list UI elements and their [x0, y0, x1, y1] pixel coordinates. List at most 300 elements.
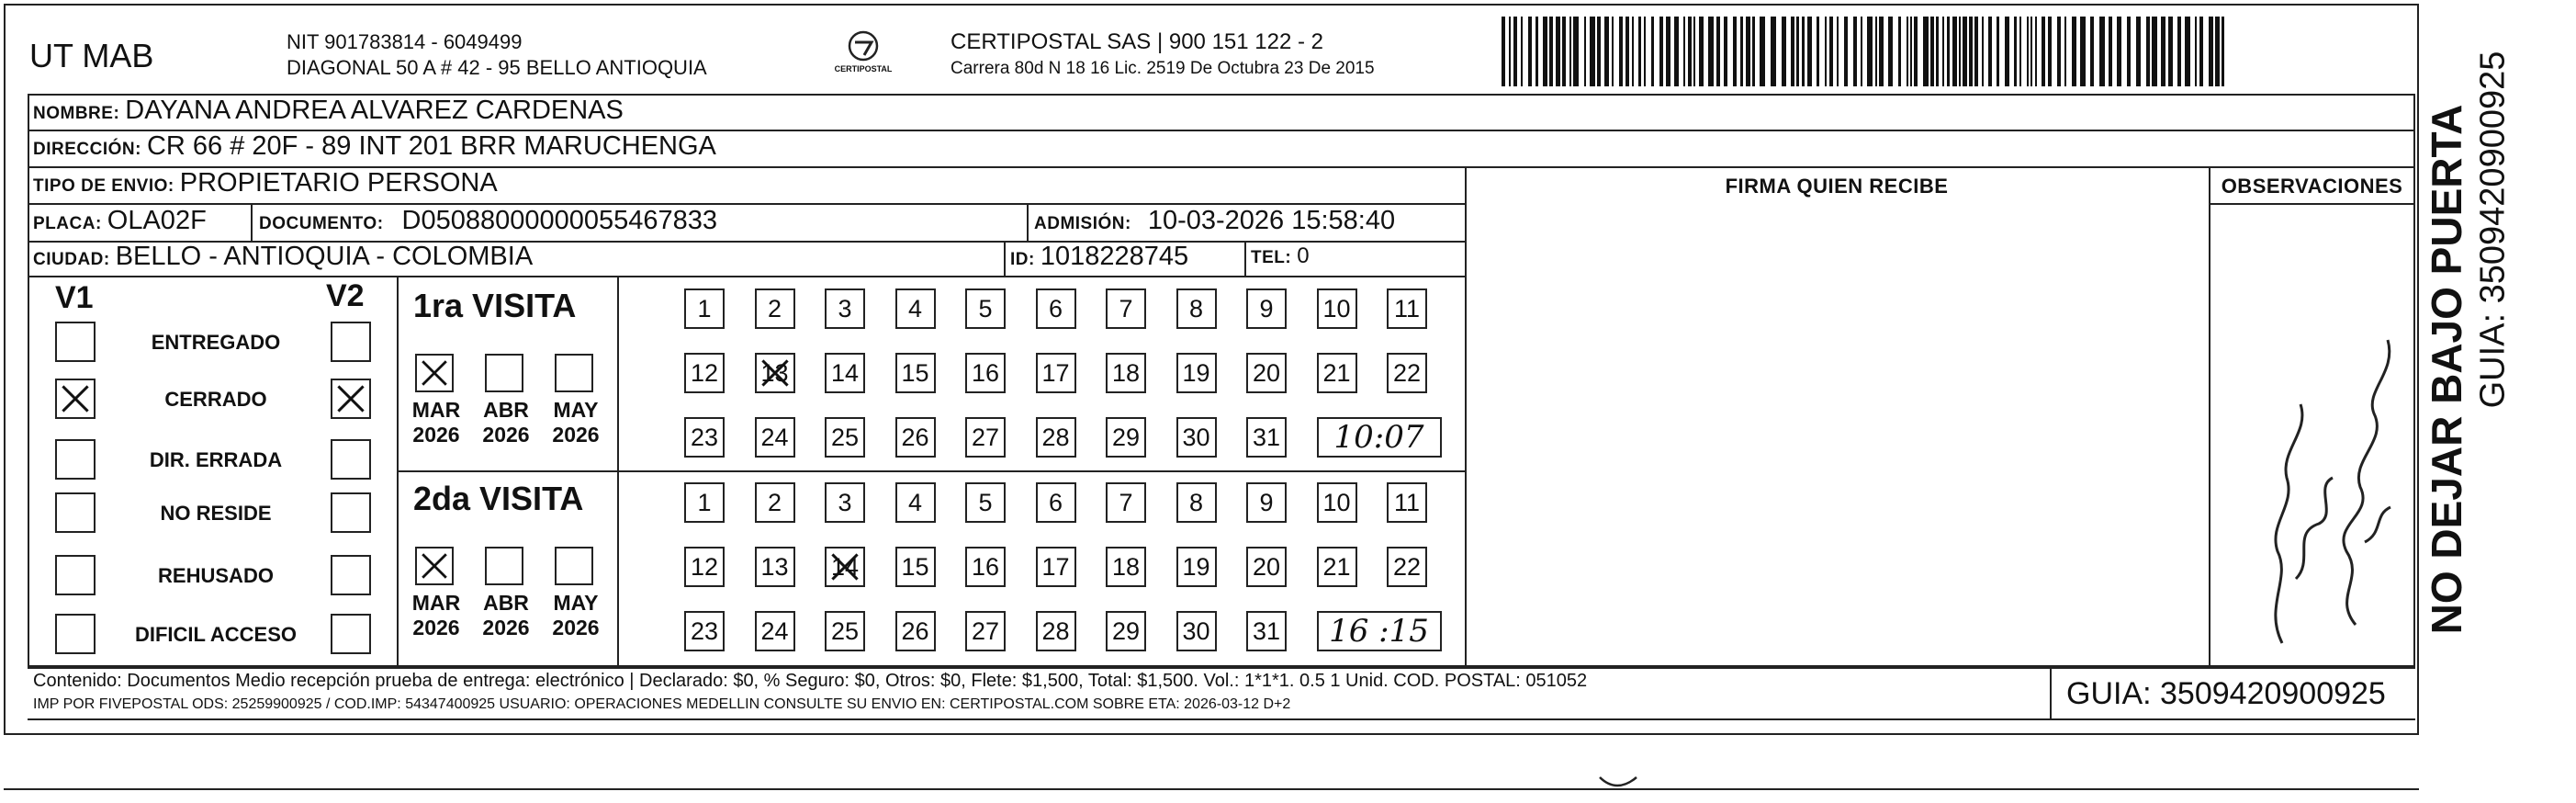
v2-checkbox[interactable]	[331, 322, 371, 362]
second-visit-day-box[interactable]	[895, 482, 936, 523]
admision-value: 10-03-2026 15:58:40	[1147, 206, 1396, 235]
day-number: 24	[760, 616, 789, 645]
barcode-bar	[1590, 17, 1595, 86]
day-number: 30	[1182, 423, 1210, 451]
v1-checkbox[interactable]	[55, 322, 96, 362]
month-name: MAY	[553, 398, 599, 422]
barcode-bar	[1910, 17, 1912, 86]
barcode-bar	[2042, 17, 2045, 86]
barcode-bar	[1543, 17, 1547, 86]
day-number: 1	[697, 294, 712, 322]
visit-divider	[397, 470, 1465, 472]
day-number: 6	[1048, 294, 1063, 322]
barcode-bar	[1829, 17, 1833, 86]
second-visit-month-checkbox[interactable]	[415, 547, 454, 585]
barcode-bar	[1888, 17, 1893, 86]
certipostal-logo	[831, 28, 895, 83]
day-number: 29	[1111, 423, 1141, 451]
v2-checkbox[interactable]	[331, 492, 371, 533]
col-divider	[1465, 166, 1467, 667]
placa-field	[33, 206, 207, 236]
first-visit-day-box[interactable]	[1176, 353, 1217, 393]
day-number: 8	[1188, 488, 1204, 516]
day-number: 6	[1048, 488, 1063, 516]
day-number: 28	[1041, 423, 1070, 451]
first-visit-day-box[interactable]	[1106, 288, 1146, 329]
day-number: 25	[830, 616, 860, 645]
day-number: 4	[907, 488, 923, 516]
ciudad-field	[33, 242, 533, 272]
month-year: 2026	[412, 616, 460, 639]
barcode-bar	[1875, 17, 1877, 86]
day-number: 20	[1252, 552, 1281, 581]
barcode-bar	[2152, 17, 2157, 86]
second-visit-month-label	[404, 591, 468, 640]
barcode-bar	[1791, 17, 1794, 86]
day-number: 19	[1182, 358, 1210, 387]
v2-checkbox[interactable]	[331, 555, 371, 595]
first-visit-day-box[interactable]	[755, 288, 795, 329]
first-visit-day-box[interactable]	[1036, 353, 1076, 393]
first-visit-day-box[interactable]	[825, 288, 865, 329]
second-visit-day-box[interactable]	[1176, 547, 1217, 587]
barcode	[1502, 17, 2232, 86]
footer-bottom	[28, 718, 2415, 720]
day-number: 17	[1041, 358, 1070, 387]
day-number: 4	[907, 294, 923, 322]
day-number: 5	[978, 488, 993, 516]
day-number: 3	[838, 488, 852, 516]
first-visit-month-checkbox[interactable]	[415, 354, 454, 392]
barcode-bar	[2146, 17, 2150, 86]
barcode-bar	[1782, 17, 1786, 86]
company-name: UT MAB	[29, 37, 154, 74]
col-divider	[2050, 667, 2052, 718]
day-number: 2	[767, 294, 782, 322]
day-number: 15	[901, 358, 929, 387]
day-number: 23	[690, 423, 719, 451]
first-visit-month-label	[404, 398, 468, 447]
barcode-bar	[1942, 17, 1944, 86]
second-visit-day-box[interactable]	[965, 482, 1006, 523]
barcode-bar	[1509, 17, 1511, 86]
barcode-bar	[2127, 17, 2131, 86]
day-number: 5	[978, 294, 993, 322]
v1-checkbox[interactable]	[55, 555, 96, 595]
second-visit-day-box[interactable]	[755, 611, 795, 651]
id-label: ID:	[1010, 250, 1035, 269]
barcode-bar	[1535, 17, 1538, 86]
barcode-bar	[1597, 17, 1601, 86]
barcode-bar	[1644, 17, 1646, 86]
barcode-bar	[1771, 17, 1776, 86]
first-visit-day-box[interactable]	[1176, 288, 1217, 329]
second-visit-day-box[interactable]	[1246, 547, 1287, 587]
barcode-bar	[2195, 17, 2197, 86]
first-visit-day-box[interactable]	[755, 353, 795, 393]
barcode-bar	[1612, 17, 1614, 86]
first-visit-day-box[interactable]	[1036, 288, 1076, 329]
id-value: 1018228745	[1040, 242, 1189, 271]
bottom-cut-line	[4, 788, 2419, 790]
day-number: 10	[1322, 488, 1351, 516]
day-number: 21	[1322, 358, 1351, 387]
second-visit-day-box[interactable]	[1106, 482, 1146, 523]
status-label: NO RESIDE	[160, 502, 272, 525]
second-visit-day-box[interactable]	[895, 611, 936, 651]
barcode-bar	[1796, 17, 1799, 86]
barcode-bar	[2215, 17, 2220, 86]
second-visit-day-box[interactable]	[755, 547, 795, 587]
ciudad-label: CIUDAD:	[33, 250, 110, 269]
barcode-bar	[1659, 17, 1663, 86]
barcode-bar	[2019, 17, 2021, 86]
month-name: MAR	[411, 398, 461, 422]
month-year: 2026	[552, 616, 600, 639]
second-visit-day-box[interactable]	[1246, 611, 1287, 651]
barcode-bar	[2014, 17, 2017, 86]
barcode-bar	[2027, 17, 2029, 86]
v1-checkbox[interactable]	[55, 439, 96, 480]
month-name: ABR	[483, 591, 529, 615]
barcode-bar	[2072, 17, 2076, 86]
second-visit-title: 2da VISITA	[413, 480, 584, 517]
barcode-bar	[2099, 17, 2105, 86]
row-divider	[2209, 203, 2415, 205]
second-visit-month-label	[474, 591, 538, 640]
second-visit-month-checkbox[interactable]	[555, 547, 593, 585]
second-visit-day-box[interactable]	[1036, 482, 1076, 523]
day-number: 22	[1392, 552, 1422, 581]
barcode-bar	[2177, 17, 2181, 86]
month-year: 2026	[552, 423, 600, 447]
second-visit-day-box[interactable]	[1317, 482, 1357, 523]
first-visit-day-box[interactable]	[825, 417, 865, 458]
day-number: 23	[690, 616, 719, 645]
second-visit-day-box[interactable]	[755, 482, 795, 523]
month-name: ABR	[483, 398, 529, 422]
tel-label: TEL:	[1251, 248, 1292, 267]
company-address: DIAGONAL 50 A # 42 - 95 BELLO ANTIOQUIA	[287, 56, 707, 79]
day-number: 17	[1041, 552, 1070, 581]
second-visit-day-box[interactable]	[1176, 611, 1217, 651]
barcode-bar	[1807, 17, 1812, 86]
day-number: 21	[1322, 552, 1351, 581]
first-visit-day-box[interactable]	[895, 288, 936, 329]
barcode-bar	[2035, 17, 2037, 86]
placa-value: OLA02F	[107, 206, 207, 235]
tel-field	[1251, 243, 1310, 269]
carrier-license: Carrera 80d N 18 16 Lic. 2519 De Octubra 23 De 2015	[951, 59, 1375, 78]
nombre-value: DAYANA ANDREA ALVAREZ CARDENAS	[125, 96, 624, 125]
status-label: CERRADO	[164, 388, 267, 411]
firma-header: FIRMA QUIEN RECIBE	[1725, 175, 1949, 198]
col-divider	[251, 203, 253, 241]
first-visit-day-box[interactable]	[965, 288, 1006, 329]
barcode-bar	[1746, 17, 1750, 86]
v2-checkbox[interactable]	[331, 614, 371, 654]
barcode-bar	[1752, 17, 1755, 86]
second-visit-day-box[interactable]	[1176, 482, 1217, 523]
second-visit-day-box[interactable]	[684, 482, 725, 523]
barcode-bar	[2048, 17, 2052, 86]
day-number: 13	[760, 552, 789, 581]
barcode-bar	[2136, 17, 2141, 86]
barcode-bar	[1674, 17, 1679, 86]
barcode-bar	[1740, 17, 1743, 86]
status-label: ENTREGADO	[151, 331, 281, 354]
barcode-bar	[1959, 17, 1961, 86]
day-number: 14	[830, 358, 860, 387]
v2-checkbox[interactable]	[331, 439, 371, 480]
barcode-bar	[1867, 17, 1873, 86]
barcode-bar	[2161, 17, 2165, 86]
first-visit-day-box[interactable]	[825, 353, 865, 393]
barcode-bar	[1898, 17, 1901, 86]
admision-label: ADMISIÓN:	[1034, 214, 1131, 233]
first-visit-day-box[interactable]	[684, 288, 725, 329]
day-number: 9	[1259, 488, 1274, 516]
day-number: 30	[1182, 616, 1210, 645]
barcode-bar	[1693, 17, 1695, 86]
barcode-bar	[2064, 17, 2066, 86]
tipo-envio-label: TIPO DE ENVIO:	[33, 176, 174, 196]
v1-checkbox[interactable]	[55, 614, 96, 654]
barcode-bar	[2057, 17, 2061, 86]
footer-guia: GUIA: 3509420900925	[2066, 676, 2386, 711]
status-label: DIR. ERRADA	[149, 448, 283, 471]
first-visit-time[interactable]: 10:07	[1317, 417, 1442, 458]
first-visit-day-box[interactable]	[1106, 353, 1146, 393]
second-visit-day-box[interactable]	[1036, 611, 1076, 651]
barcode-bar	[1930, 17, 1934, 86]
barcode-bar	[1619, 17, 1623, 86]
barcode-bar	[2117, 17, 2121, 86]
second-visit-month-label	[544, 591, 608, 640]
first-visit-day-box[interactable]	[1246, 353, 1287, 393]
day-number: 18	[1111, 358, 1141, 387]
first-visit-day-box[interactable]	[1246, 288, 1287, 329]
second-visit-day-box[interactable]	[1106, 547, 1146, 587]
col-divider	[1004, 241, 1006, 276]
footer-imp: IMP POR FIVEPOSTAL ODS: 25259900925 / COD.IMP: 54347400925 USUARIO: OPERACIONES MEDELLIN CONSULTE SU ENVIO EN: CERTIPOSTAL.COM SOBRE ETA: 2026-03-12 D+2	[33, 696, 1291, 712]
barcode-bar	[1907, 17, 1908, 86]
second-visit-day-box[interactable]	[1387, 547, 1427, 587]
day-number: 11	[1393, 488, 1421, 516]
second-visit-day-box[interactable]	[1106, 611, 1146, 651]
day-number: 16	[971, 358, 1000, 387]
day-number: 31	[1252, 616, 1281, 645]
status-label: REHUSADO	[158, 564, 274, 587]
first-visit-month-checkbox[interactable]	[555, 354, 593, 392]
col-divider	[1027, 203, 1029, 241]
barcode-bar	[2222, 17, 2224, 86]
barcode-bar	[1562, 17, 1566, 86]
row-divider	[28, 276, 1465, 277]
first-visit-month-label	[544, 398, 608, 447]
day-number: 16	[971, 552, 1000, 581]
first-visit-day-box[interactable]	[895, 353, 936, 393]
barcode-bar	[2168, 17, 2173, 86]
barcode-bar	[1573, 17, 1579, 86]
first-visit-month-label	[474, 398, 538, 447]
day-number: 26	[901, 423, 929, 451]
barcode-bar	[1988, 17, 1992, 86]
placa-label: PLACA:	[33, 214, 102, 233]
day-number: 25	[830, 423, 860, 451]
v1-checkbox[interactable]	[55, 492, 96, 533]
v1-checkbox[interactable]	[55, 379, 96, 419]
barcode-bar	[1802, 17, 1805, 86]
first-visit-day-box[interactable]	[1036, 417, 1076, 458]
second-visit-day-box[interactable]	[825, 611, 865, 651]
first-visit-day-box[interactable]	[755, 417, 795, 458]
documento-value: D05088000000055467833	[401, 206, 718, 235]
second-visit-day-box[interactable]	[1036, 547, 1076, 587]
handwritten-signature	[2227, 303, 2411, 652]
no-dejar-bajo-puerta-warning: NO DEJAR BAJO PUERTA	[2423, 104, 2470, 635]
day-number: 3	[838, 294, 852, 322]
barcode-bar	[2080, 17, 2086, 86]
first-visit-day-box[interactable]	[1387, 288, 1427, 329]
barcode-bar	[1651, 17, 1654, 86]
day-number: 24	[760, 423, 789, 451]
day-number: 31	[1252, 423, 1281, 451]
footer-divider	[28, 667, 2415, 669]
first-visit-day-box[interactable]	[1246, 417, 1287, 458]
v2-checkbox[interactable]	[331, 379, 371, 419]
first-visit-day-box[interactable]	[965, 417, 1006, 458]
day-number: 9	[1259, 294, 1274, 322]
direccion-value: CR 66 # 20F - 89 INT 201 BRR MARUCHENGA	[146, 131, 716, 161]
carrier-name: CERTIPOSTAL SAS | 900 151 122 - 2	[951, 29, 1323, 54]
first-visit-day-box[interactable]	[1317, 288, 1357, 329]
day-number: 10	[1322, 294, 1351, 322]
first-visit-day-box[interactable]	[1106, 417, 1146, 458]
ciudad-value: BELLO - ANTIOQUIA - COLOMBIA	[115, 242, 534, 271]
barcode-bar	[1716, 17, 1720, 86]
admision-field	[1034, 206, 1395, 236]
barcode-bar	[1982, 17, 1984, 86]
day-number: 11	[1393, 294, 1421, 322]
first-visit-day-box[interactable]	[684, 417, 725, 458]
guia-vertical: GUIA: 3509420900925	[2473, 51, 2513, 409]
first-visit-day-box[interactable]	[1317, 353, 1357, 393]
stray-mark	[1598, 774, 1638, 795]
day-number: 29	[1111, 616, 1141, 645]
barcode-bar	[1923, 17, 1929, 86]
day-number: 7	[1119, 294, 1133, 322]
barcode-bar	[1632, 17, 1634, 86]
observaciones-header: OBSERVACIONES	[2221, 175, 2403, 198]
first-visit-day-box[interactable]	[895, 417, 936, 458]
barcode-bar	[1502, 17, 1505, 86]
barcode-bar	[1528, 17, 1532, 86]
first-visit-month-checkbox[interactable]	[485, 354, 523, 392]
day-number: 28	[1041, 616, 1070, 645]
barcode-bar	[1936, 17, 1939, 86]
second-visit-day-box[interactable]	[684, 611, 725, 651]
barcode-bar	[2199, 17, 2203, 86]
second-visit-month-checkbox[interactable]	[485, 547, 523, 585]
nombre-field	[33, 96, 624, 126]
second-visit-day-box[interactable]	[965, 611, 1006, 651]
second-visit-time[interactable]: 16 :15	[1317, 611, 1442, 651]
barcode-bar	[1844, 17, 1848, 86]
day-number: 2	[767, 488, 782, 516]
barcode-bar	[1733, 17, 1737, 86]
day-number: 27	[971, 423, 1000, 451]
day-number: 13	[760, 358, 789, 387]
barcode-bar	[1521, 17, 1523, 86]
month-year: 2026	[482, 616, 530, 639]
tipo-envio-value: PROPIETARIO PERSONA	[179, 168, 498, 198]
barcode-bar	[1969, 17, 1973, 86]
barcode-bar	[1549, 17, 1553, 86]
barcode-bar	[1879, 17, 1884, 86]
barcode-bar	[1825, 17, 1827, 86]
tipo-envio-field	[33, 168, 498, 198]
second-visit-day-box[interactable]	[965, 547, 1006, 587]
month-name: MAY	[553, 591, 599, 615]
barcode-bar	[1853, 17, 1857, 86]
second-visit-day-box[interactable]	[1387, 482, 1427, 523]
first-visit-day-box[interactable]	[1387, 353, 1427, 393]
day-number: 7	[1119, 488, 1133, 516]
direccion-label: DIRECCIÓN:	[33, 140, 141, 159]
first-visit-day-box[interactable]	[965, 353, 1006, 393]
second-visit-day-box[interactable]	[825, 547, 865, 587]
v2-header: V2	[326, 278, 365, 313]
day-number: 14	[830, 552, 860, 581]
nombre-label: NOMBRE:	[33, 104, 120, 123]
second-visit-day-box[interactable]	[825, 482, 865, 523]
barcode-bar	[2005, 17, 2009, 86]
col-divider	[1244, 241, 1246, 276]
day-number: 1	[697, 488, 712, 516]
barcode-bar	[2090, 17, 2094, 86]
day-number: 15	[901, 552, 929, 581]
barcode-bar	[1699, 17, 1704, 86]
tel-value: 0	[1297, 243, 1310, 268]
day-number: 12	[690, 358, 719, 387]
id-field	[1010, 242, 1188, 272]
status-label: DIFICIL ACCESO	[134, 623, 297, 646]
day-number: 22	[1392, 358, 1422, 387]
barcode-bar	[1914, 17, 1918, 86]
day-number: 19	[1182, 552, 1210, 581]
barcode-bar	[2185, 17, 2190, 86]
barcode-bar	[1625, 17, 1629, 86]
barcode-bar	[2030, 17, 2032, 86]
day-number: 18	[1111, 552, 1141, 581]
barcode-bar	[2209, 17, 2213, 86]
second-visit-day-box[interactable]	[1317, 547, 1357, 587]
logo-wordmark: CERTIPOSTAL	[834, 64, 893, 74]
month-name: MAR	[411, 591, 461, 615]
day-number: 26	[901, 616, 929, 645]
barcode-bar	[1638, 17, 1641, 86]
second-visit-day-box[interactable]	[684, 547, 725, 587]
barcode-bar	[1724, 17, 1727, 86]
barcode-bar	[1974, 17, 1978, 86]
first-visit-day-box[interactable]	[684, 353, 725, 393]
second-visit-day-box[interactable]	[1246, 482, 1287, 523]
first-visit-day-box[interactable]	[1176, 417, 1217, 458]
barcode-bar	[1837, 17, 1839, 86]
day-number: 8	[1188, 294, 1204, 322]
second-visit-day-box[interactable]	[895, 547, 936, 587]
